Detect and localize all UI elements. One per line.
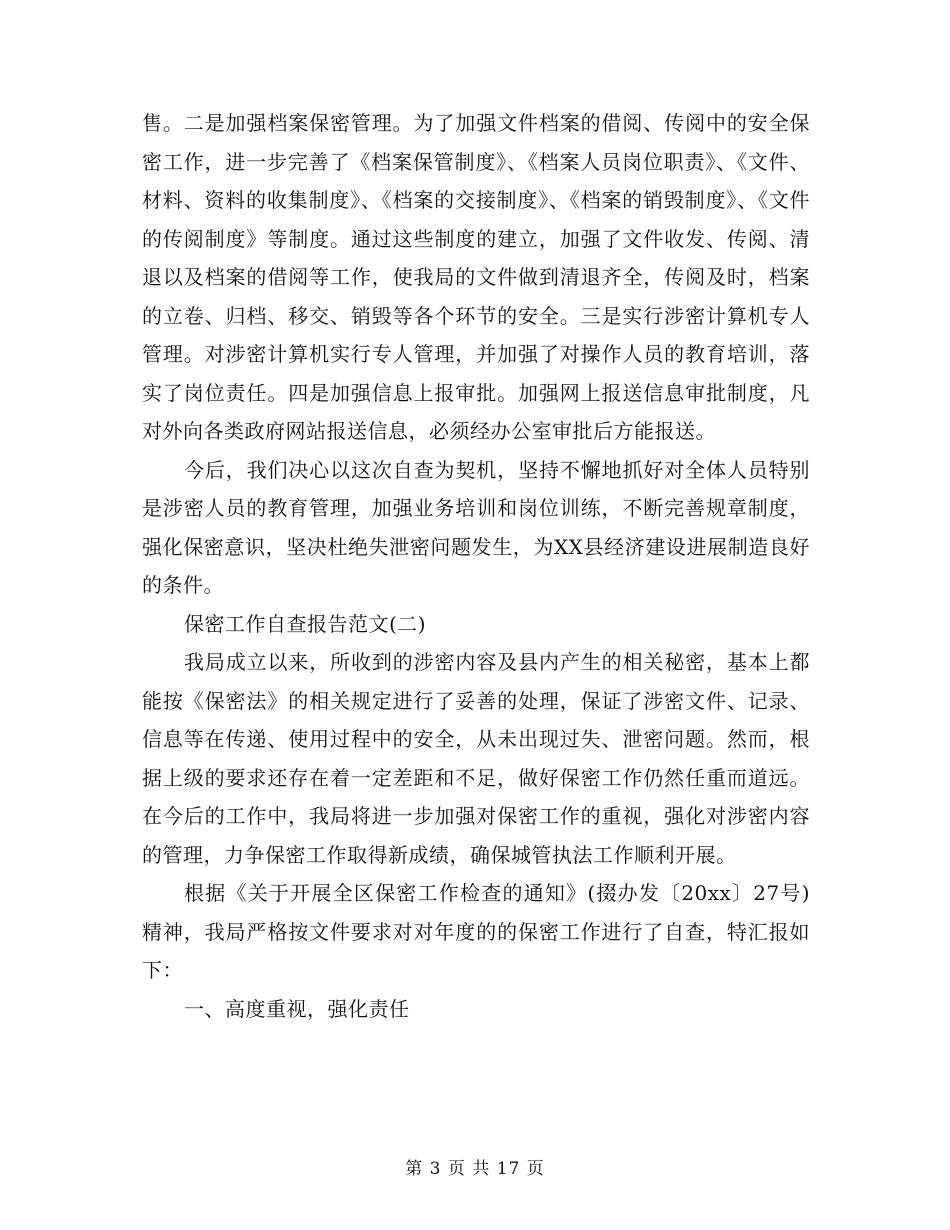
page-number-footer: 第 3 页 共 17 页 [405,1159,545,1179]
paragraph-archive-management: 售。二是加强档案保密管理。为了加强文件档案的借阅、传阅中的安全保密工作，进一步完善了《档案保管制度》、《档案人员岗位职责》、《文件、材料、资料的收集制度》、《档案的交接制度》、《档案的销毁制度》、《文件的传阅制度》等制度。通过这些制度的建立，加强了文件收发、传阅、清退以及档案的借阅等工作，使我局的文件做到清退齐全，传阅及时，档案的立卷、归档、移交、销毁等各个环节的安全。三是实行涉密计算机专人管理。对涉密计算机实行专人管理，并加强了对操作人员的教育培训，落实了岗位责任。四是加强信息上报审批。加强网上报送信息审批制度，凡对外向各类政府网站报送信息，必须经办公室审批后方能报送。 [142,111,810,443]
paragraph-future-commitment: 今后，我们决心以这次自查为契机，坚持不懈地抓好对全体人员特别是涉密人员的教育管理，加强业务培训和岗位训练，不断完善规章制度，强化保密意识，坚决杜绝失泄密问题发生，为XX县经济建设进展制造良好的条件。 [142,457,810,597]
paragraph-notice-reference: 根据《关于开展全区保密工作检查的通知》(掇办发〔20xx〕27号)精神，我局严格按文件要求对对年度的的保密工作进行了自查，特汇报如下： [142,881,810,982]
subheading-high-priority: 一、高度重视，强化责任 [184,996,410,1021]
paragraph-bureau-overview: 我局成立以来，所收到的涉密内容及县内产生的相关秘密，基本上都能按《保密法》的相关规定进行了妥善的处理，保证了涉密文件、记录、信息等在传递、使用过程中的安全，从未出现过失、泄密问题。然而，根据上级的要求还存在着一定差距和不足，做好保密工作仍然任重而道远。在今后的工作中，我局将进一步加强对保密工作的重视，强化对涉密内容的管理，力争保密工作取得新成绩，确保城管执法工作顺利开展。 [142,650,810,867]
section-heading-sample-two: 保密工作自查报告范文(二) [184,611,427,636]
document-body [142,104,810,1028]
